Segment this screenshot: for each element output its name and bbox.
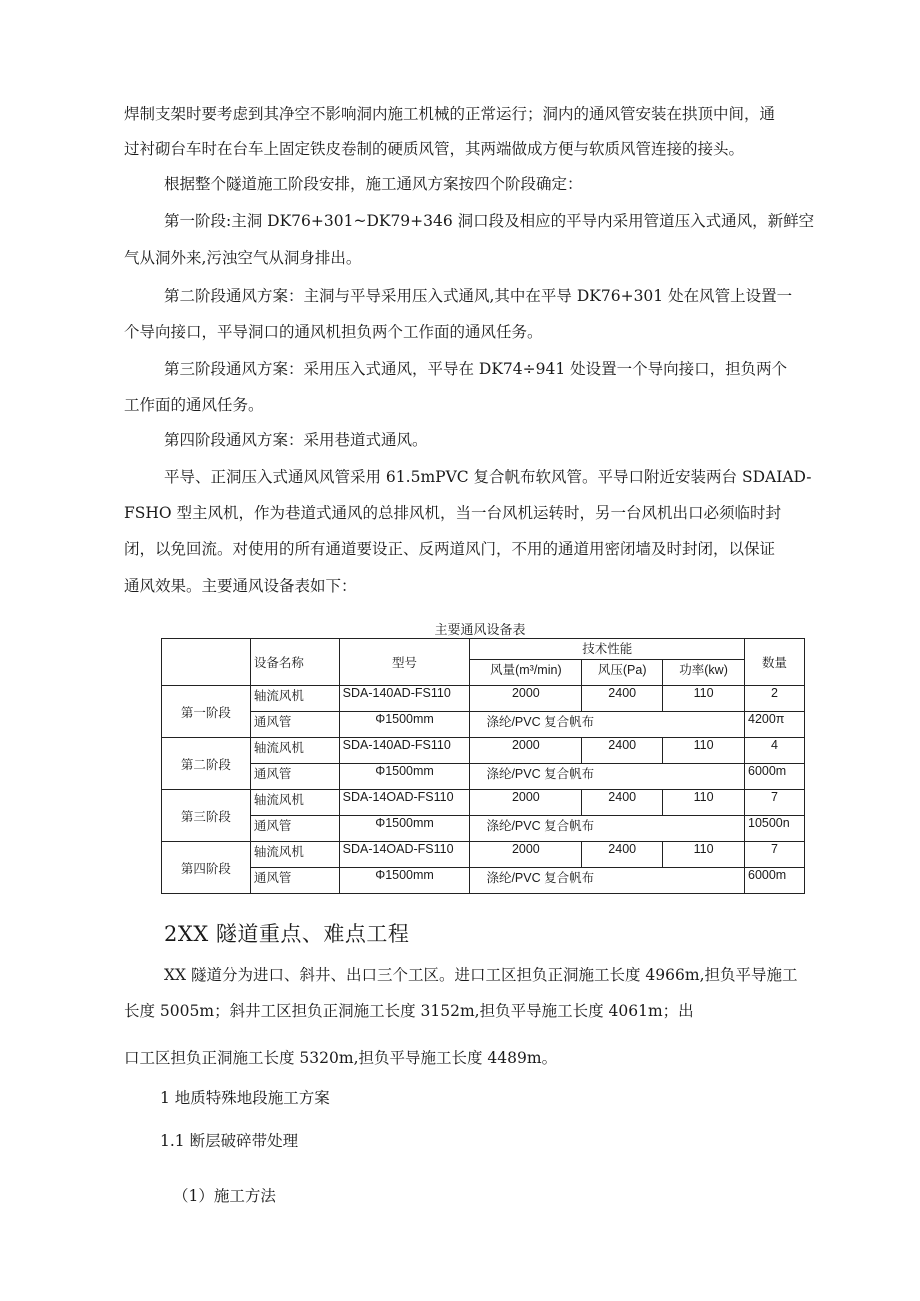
equipment-name: 通风管 [250,868,339,894]
pressure-value: 2400 [582,790,663,816]
body-paragraph-line: 气从洞外来,污浊空气从洞身排出。 [124,249,362,267]
body-paragraph-line: 通风效果。主要通风设备表如下： [124,577,357,595]
equipment-model: SDA-140AD-FS110 [339,686,470,712]
table-row [162,738,805,764]
pressure-value: 2400 [582,842,663,868]
equipment-model: Φ1500mm [339,816,470,842]
body-paragraph-line: 焊制支架时要考虑到其净空不影响洞内施工机械的正常运行；洞内的通风管安装在拱顶中间，通 [124,105,776,123]
table-row [162,686,805,712]
equipment-model: SDA-140AD-FS110 [339,738,470,764]
equipment-name: 轴流风机 [250,686,339,712]
duct-material: 涤纶/PVC 复合帆布 [470,868,745,894]
table-row [162,816,805,842]
table-header-row [162,639,805,660]
airflow-value: 2000 [470,790,582,816]
table-row [162,764,805,790]
header-qty: 数量 [745,639,805,686]
pressure-value: 2400 [582,738,663,764]
quantity-value: 6000m [745,764,805,790]
body-paragraph-line: 平导、正洞压入式通风风管采用 61.5mPVC 复合帆布软风管。平导口附近安装两台 SDAIAD- [164,468,812,486]
header-name: 设备名称 [250,639,339,686]
subheading-1: 1 地质特殊地段施工方案 [160,1089,330,1107]
equipment-name: 轴流风机 [250,842,339,868]
stage-label: 第三阶段 [162,790,251,842]
body-paragraph-line: 根据整个隧道施工阶段安排，施工通风方案按四个阶段确定： [164,175,583,193]
body-paragraph-line: 第四阶段通风方案：采用巷道式通风。 [164,431,428,449]
header-pressure: 风压(Pa) [582,660,663,686]
pressure-value: 2400 [582,686,663,712]
stage-label: 第一阶段 [162,686,251,738]
power-value: 110 [663,842,745,868]
equipment-table [161,638,805,894]
body-paragraph-line: 工作面的通风任务。 [124,396,264,414]
equipment-model: SDA-14OAD-FS110 [339,790,470,816]
body-paragraph-line: 第二阶段通风方案：主洞与平导采用压入式通风,其中在平导 DK76+301 处在风管上设置一 [164,287,793,305]
section-paragraph-line: 口工区担负正洞施工长度 5320m,担负平导施工长度 4489m。 [124,1049,558,1067]
header-power: 功率(kw) [663,660,745,686]
table-row [162,868,805,894]
table-caption: 主要通风设备表 [434,623,526,638]
equipment-model: Φ1500mm [339,712,470,738]
table-row [162,790,805,816]
body-paragraph-line: FSHO 型主风机，作为巷道式通风的总排风机，当一台风机运转时，另一台风机出口必须临时封 [124,504,782,522]
quantity-value: 10500n [745,816,805,842]
airflow-value: 2000 [470,842,582,868]
quantity-value: 4200π [745,712,805,738]
body-paragraph-line: 第一阶段:主洞 DK76+301~DK79+346 洞口段及相应的平导内采用管道压入式通风，新鲜空 [164,212,815,230]
power-value: 110 [663,738,745,764]
equipment-name: 轴流风机 [250,738,339,764]
duct-material: 涤纶/PVC 复合帆布 [470,816,745,842]
equipment-name: 通风管 [250,764,339,790]
body-paragraph-line: 第三阶段通风方案：采用压入式通风，平导在 DK74÷941 处设置一个导向接口，担负两个 [164,360,788,378]
power-value: 110 [663,790,745,816]
quantity-value: 7 [745,842,805,868]
duct-material: 涤纶/PVC 复合帆布 [470,764,745,790]
power-value: 110 [663,686,745,712]
body-paragraph-line: 过衬砌台车时在台车上固定铁皮卷制的硬质风管，其两端做成方便与软质风管连接的接头。 [124,140,745,158]
table-row [162,842,805,868]
table-row [162,712,805,738]
section-paragraph-line: XX 隧道分为进口、斜井、出口三个工区。进口工区担负正洞施工长度 4966m,担负平导施工 [164,966,798,984]
duct-material: 涤纶/PVC 复合帆布 [470,712,745,738]
header-model: 型号 [339,639,470,686]
quantity-value: 4 [745,738,805,764]
stage-label: 第四阶段 [162,842,251,894]
equipment-model: SDA-14OAD-FS110 [339,842,470,868]
quantity-value: 7 [745,790,805,816]
header-tech: 技术性能 [470,639,745,660]
header-blank [162,639,251,686]
airflow-value: 2000 [470,686,582,712]
quantity-value: 2 [745,686,805,712]
subheading-1-1: 1.1 断层破碎带处理 [160,1132,299,1150]
body-paragraph-line: 闭，以免回流。对使用的所有通道要设正、反两道风门，不用的通道用密闭墙及时封闭，以保证 [124,540,776,558]
subheading-1-1-1: （1）施工方法 [173,1187,276,1205]
section-paragraph-line: 长度 5005m；斜井工区担负正洞施工长度 3152m,担负平导施工长度 4061m；出 [124,1002,694,1020]
header-airflow: 风量(m³/min) [470,660,582,686]
equipment-name: 轴流风机 [250,790,339,816]
section-heading: 2XX 隧道重点、难点工程 [164,922,410,946]
equipment-name: 通风管 [250,816,339,842]
equipment-model: Φ1500mm [339,868,470,894]
stage-label: 第二阶段 [162,738,251,790]
equipment-name: 通风管 [250,712,339,738]
equipment-model: Φ1500mm [339,764,470,790]
airflow-value: 2000 [470,738,582,764]
body-paragraph-line: 个导向接口，平导洞口的通风机担负两个工作面的通风任务。 [124,323,543,341]
quantity-value: 6000m [745,868,805,894]
